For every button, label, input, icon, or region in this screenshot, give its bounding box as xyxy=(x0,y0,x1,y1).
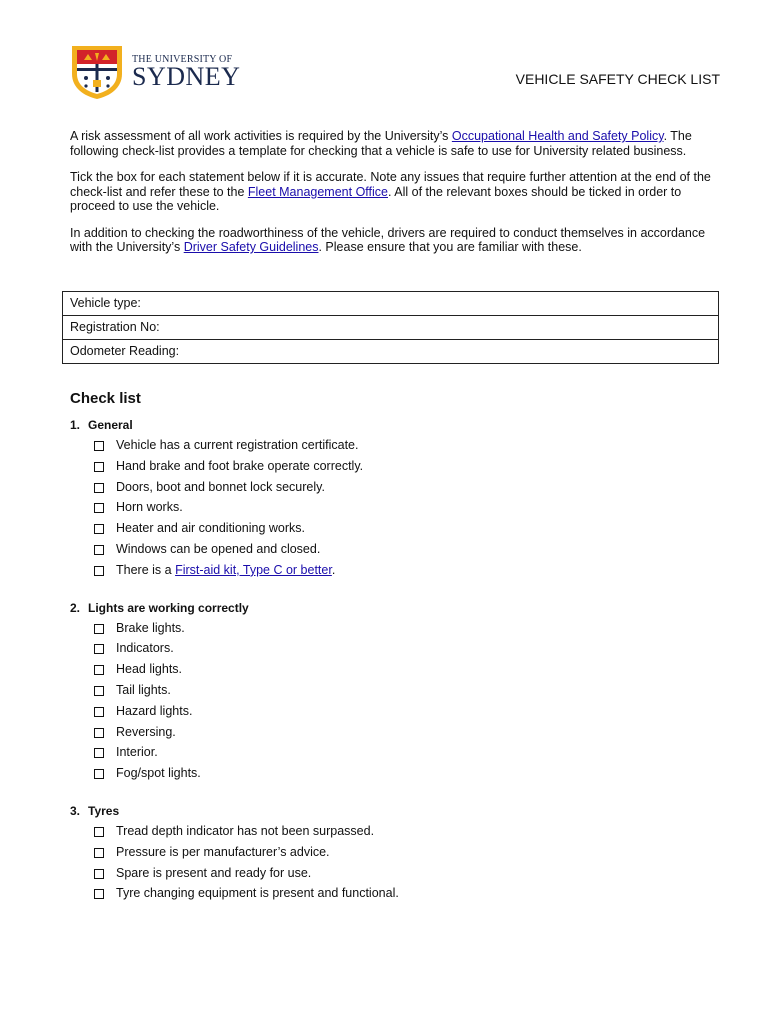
university-name-line2: SYDNEY xyxy=(132,62,241,91)
list-item xyxy=(70,886,720,907)
list-item xyxy=(70,563,720,584)
item-label: Horn works. xyxy=(116,500,183,515)
checkbox[interactable] xyxy=(94,665,104,675)
section-number: 2. xyxy=(70,600,81,615)
checkbox[interactable] xyxy=(94,462,104,472)
checkbox[interactable] xyxy=(94,503,104,513)
section-title: Lights are working correctly xyxy=(88,600,249,615)
section-number: 1. xyxy=(70,418,81,432)
checkbox[interactable] xyxy=(94,848,104,858)
item-label: Hand brake and foot brake operate correctly. xyxy=(116,458,364,473)
section-tyres xyxy=(70,804,720,907)
checkbox[interactable] xyxy=(94,707,104,717)
intro-p1-text: A risk assessment of all work activities is required by the University’s xyxy=(70,129,452,143)
section-heading xyxy=(70,601,720,615)
item-label: Pressure is per manufacturer’s advice. xyxy=(116,844,330,859)
list-item xyxy=(70,521,720,542)
registration-no-field[interactable]: Registration No: xyxy=(63,316,719,340)
list-item xyxy=(70,745,720,766)
list-item xyxy=(70,641,720,662)
list-item xyxy=(70,845,720,866)
list-item xyxy=(70,459,720,480)
list-item xyxy=(70,662,720,683)
item-label: Reversing. xyxy=(116,724,176,739)
university-crest-icon xyxy=(70,44,124,100)
item-label: Fog/spot lights. xyxy=(116,766,201,781)
checkbox[interactable] xyxy=(94,728,104,738)
checkbox[interactable] xyxy=(94,644,104,654)
table-row xyxy=(63,292,719,316)
checklist-title: Check list xyxy=(70,390,141,407)
item-label: Head lights. xyxy=(116,662,183,677)
checkbox[interactable] xyxy=(94,566,104,576)
intro-p3-text-end: . Please ensure that you are familiar with these. xyxy=(318,240,582,254)
list-item xyxy=(70,500,720,521)
item-label: Indicators. xyxy=(116,641,174,656)
university-logotype xyxy=(132,54,240,89)
item-label: Interior. xyxy=(116,745,158,760)
list-item xyxy=(70,683,720,704)
checkbox[interactable] xyxy=(94,524,104,534)
item-label: Tail lights. xyxy=(116,682,171,697)
list-item xyxy=(70,725,720,746)
section-lights xyxy=(70,601,720,787)
checkbox[interactable] xyxy=(94,545,104,555)
item-label: Windows can be opened and closed. xyxy=(116,541,321,556)
section-heading xyxy=(70,418,720,432)
table-row xyxy=(63,340,719,364)
intro-p1-text-end: . The following check-list provides a template for checking that a vehicle is safe to use for University related business. xyxy=(70,129,692,158)
checkbox[interactable] xyxy=(94,624,104,634)
section-general xyxy=(70,418,720,584)
list-item xyxy=(70,824,720,845)
fleet-management-link[interactable]: Fleet Management Office xyxy=(247,184,388,199)
intro-p2-text: Tick the box for each statement below if it is accurate. Note any issues that require further attention at the end of the check-list and refer these to the xyxy=(70,170,711,199)
list-item xyxy=(70,704,720,725)
intro-paragraph-3 xyxy=(70,226,720,255)
checkbox[interactable] xyxy=(94,869,104,879)
intro-p3-text: In addition to checking the roadworthiness of the vehicle, drivers are required to conduct themselves in accordance with the University’s xyxy=(70,225,706,254)
header xyxy=(70,44,720,100)
item-label: Hazard lights. xyxy=(116,703,193,718)
item-label: Tread depth indicator has not been surpassed. xyxy=(116,823,375,838)
item-label: There is a xyxy=(116,562,176,577)
checkbox[interactable] xyxy=(94,769,104,779)
intro-p2-text-end: . All of the relevant boxes should be ticked in order to proceed to use the vehicle. xyxy=(70,184,682,213)
checklist xyxy=(70,390,720,924)
section-number: 3. xyxy=(70,803,81,818)
list-item xyxy=(70,766,720,787)
first-aid-kit-link[interactable]: First-aid kit, Type C or better xyxy=(175,562,332,577)
item-label: Doors, boot and bonnet lock securely. xyxy=(116,479,325,494)
intro-paragraph-2 xyxy=(70,170,720,214)
odometer-reading-field[interactable]: Odometer Reading: xyxy=(63,340,719,364)
item-label-end: . xyxy=(331,562,336,577)
item-label: Tyre changing equipment is present and functional. xyxy=(116,886,399,901)
list-item xyxy=(70,480,720,501)
item-label: Brake lights. xyxy=(116,620,185,635)
item-label: Heater and air conditioning works. xyxy=(116,521,305,536)
item-label: Vehicle has a current registration certificate. xyxy=(116,438,359,452)
checkbox[interactable] xyxy=(94,889,104,899)
checkbox[interactable] xyxy=(94,441,104,451)
checkbox[interactable] xyxy=(94,827,104,837)
table-row xyxy=(63,316,719,340)
section-title: General xyxy=(88,418,133,432)
vehicle-info-table xyxy=(62,291,719,364)
list-item xyxy=(70,438,720,459)
section-heading xyxy=(70,804,720,818)
list-item xyxy=(70,621,720,642)
checkbox[interactable] xyxy=(94,686,104,696)
item-label: Spare is present and ready for use. xyxy=(116,865,312,880)
section-title: Tyres xyxy=(88,803,120,818)
list-item xyxy=(70,542,720,563)
vehicle-type-field[interactable]: Vehicle type: xyxy=(63,292,719,316)
driver-safety-link[interactable]: Driver Safety Guidelines xyxy=(183,240,319,254)
ohs-policy-link[interactable]: Occupational Health and Safety Policy xyxy=(451,129,664,143)
list-item xyxy=(70,866,720,887)
checkbox[interactable] xyxy=(94,483,104,493)
intro-paragraph-1 xyxy=(70,129,720,158)
checkbox[interactable] xyxy=(94,748,104,758)
intro-text xyxy=(70,129,720,267)
document-title: VEHICLE SAFETY CHECK LIST xyxy=(515,71,720,87)
university-name-line1: THE UNIVERSITY OF xyxy=(132,54,233,65)
